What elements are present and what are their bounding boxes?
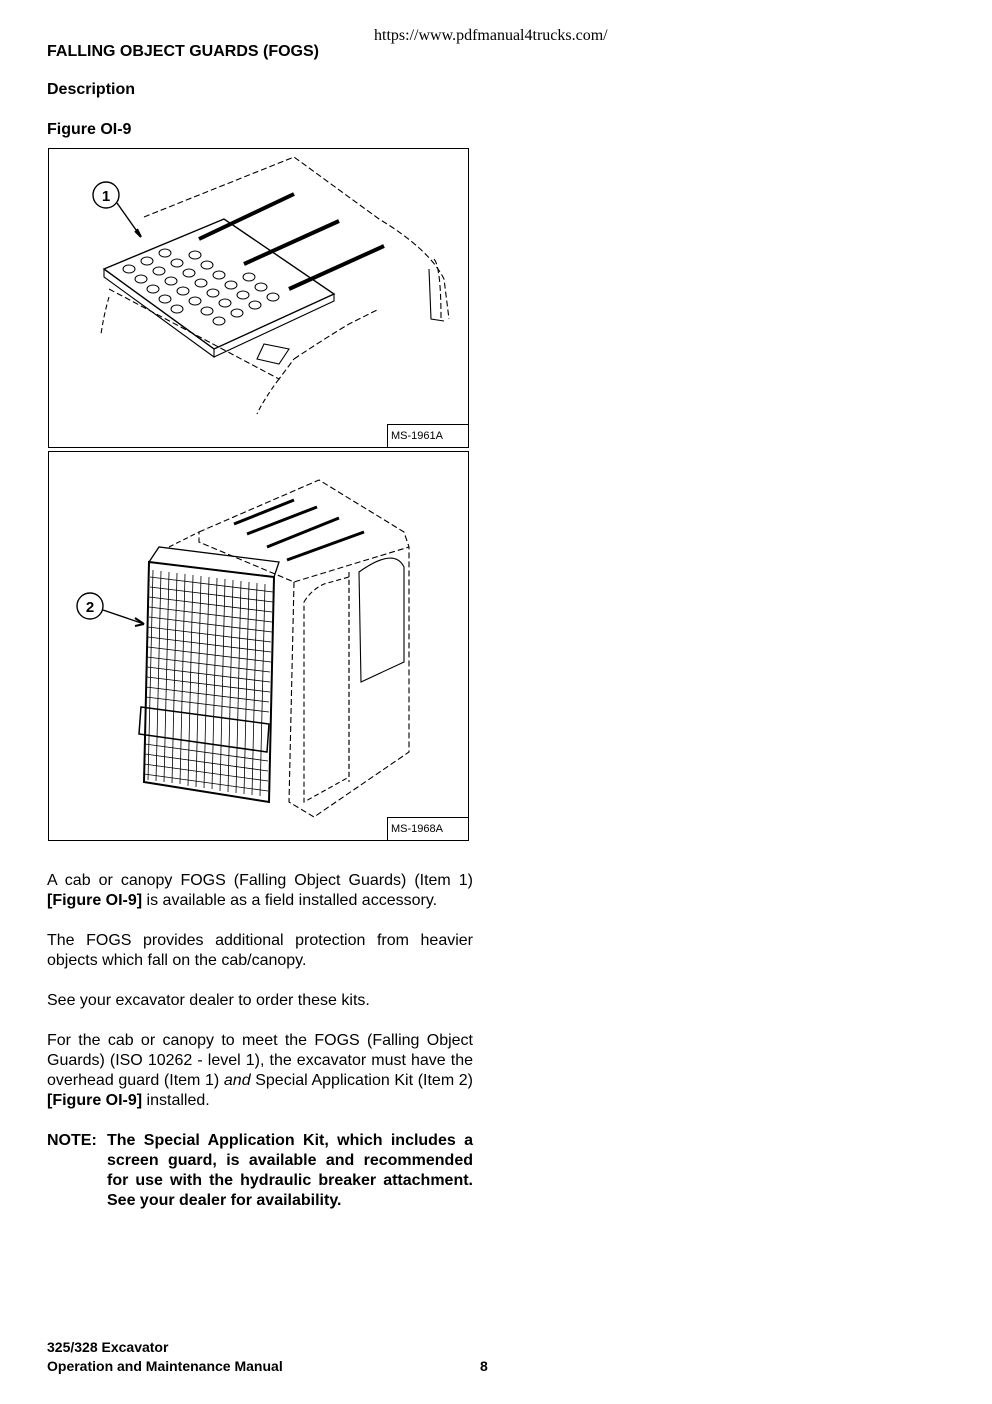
cab-screen-guard-icon [49, 452, 470, 842]
callout-2: 2 [85, 599, 95, 616]
note-text: The Special Application Kit, which includes a screen guard, is available and recommended for use with the hydraulic breaker attachment. See your dealer for availability. [107, 1132, 473, 1209]
figure-ref-2: [Figure OI-9] [47, 1092, 143, 1109]
figure-overhead-guard [48, 148, 469, 448]
paragraph-3: See your excavator dealer to order these kits. [47, 992, 370, 1009]
figure-cab-screen-guard [48, 451, 469, 841]
section-title: FALLING OBJECT GUARDS (FOGS) [47, 43, 319, 60]
page-number: 8 [480, 1358, 488, 1374]
paragraph-4: For the cab or canopy to meet the FOGS (Falling Object Guards) (ISO 10262 - level 1), the excavator must have the overhead guard (Item 1) and Special Application Kit (Item 2) [Figure OI-9] installed. [47, 1032, 474, 1109]
paragraph-2: The FOGS provides additional protection from heavier objects which fall on the cab/canopy. [47, 932, 473, 969]
note-label: NOTE: [47, 1132, 97, 1149]
source-url[interactable]: https://www.pdfmanual4trucks.com/ [374, 27, 608, 44]
footer-manual: Operation and Maintenance Manual [47, 1358, 283, 1374]
figure-label: Figure OI-9 [47, 121, 132, 138]
footer-model: 325/328 Excavator [47, 1339, 169, 1355]
figure-ref-1: [Figure OI-9] [47, 892, 143, 909]
description-heading: Description [47, 81, 136, 98]
figure-code-2: MS-1968A [387, 817, 469, 841]
figure-code-1: MS-1961A [387, 424, 469, 448]
callout-1: 1 [101, 188, 111, 205]
note-block [47, 1131, 473, 1211]
paragraph-1: A cab or canopy FOGS (Falling Object Guards) (Item 1) [Figure OI-9] is available as a field installed accessory. [47, 872, 473, 909]
overhead-guard-icon [49, 149, 470, 449]
